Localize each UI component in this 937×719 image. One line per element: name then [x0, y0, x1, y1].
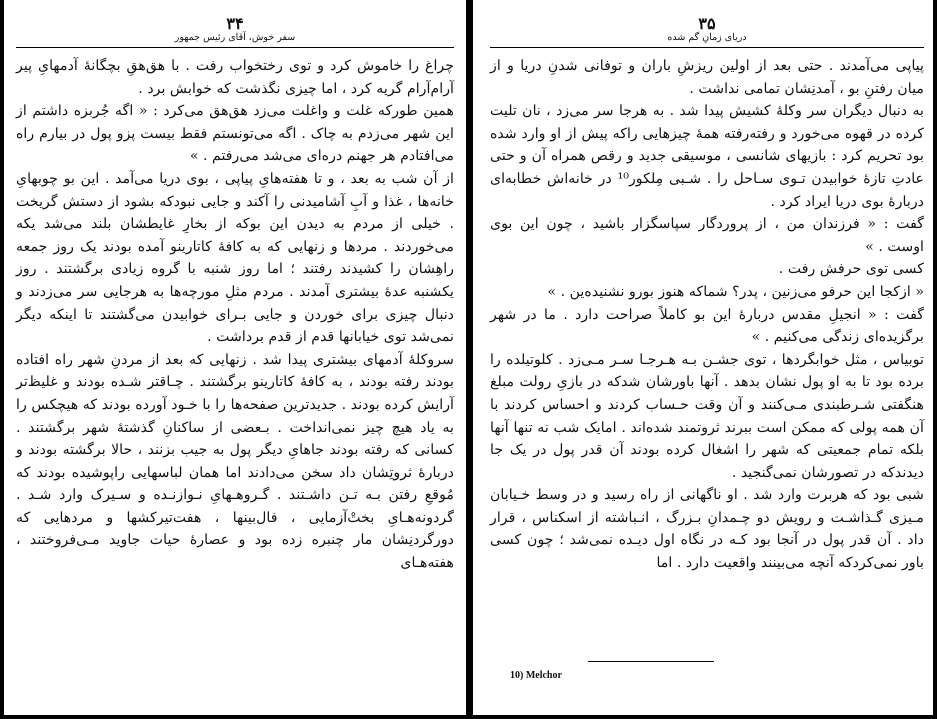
paragraph: پیاپی می‌آمدند . حتی بعد از اولین ریزشِ باران و توفانی شدنِ دریا و از میان رفتنِ بو ، آمدنِشان تمامی نداشت . [490, 58, 924, 97]
running-title: سفر خوش، آقای رئیس جمهور [174, 32, 296, 43]
page-number: ۳۵ [698, 14, 716, 33]
footnote-rule [588, 661, 714, 662]
paragraph: « ازکجا این حرفو می‌زنین ، پدر؟ شماکه هنوز بورو نشنیده‌ین . » [547, 283, 924, 300]
running-title: دریای زمانِ گم شده [667, 32, 747, 43]
right-page [490, 0, 924, 715]
book-spine [466, 0, 473, 719]
paragraph: گفت : « فرزندان من ، از پروردگار سپاسگزار باشید ، چون این بوی اوست . » [490, 216, 924, 255]
header-rule [490, 47, 924, 48]
paragraph: به دنبال دیگران سر وکلهٔ کشیش پیدا شد . به هرجا سر می‌زد ، نان تلیت کرده در قهوه می‌خورد و رفته‌رفته همهٔ چیزهایی راکه پیش از او وارد شده بود تحریم کرد : بازیهای شانسی ، موسیقی جدید و رقص همراه آن و حتی عادتِ تازهٔ خوابیدن تـوی سـاحل را . شـبی مِلکور¹⁰ در خانه‌اش خطابه‌ای دربارهٔ بوی دریا ایراد کرد . [490, 103, 924, 210]
paragraph: توبیاس ، مثل خوابگردها ، توی جشـن بـه هـرجـا سـر مـی‌زد . کلوتیلده را برده بود تا به او پول نشان بدهد . آنها باورشان شدکه در بازیِ رولت مبلغ هنگفتی شـرطبندی مـی‌کنند و آن وقت حـساب کردند و احساس کردند با آن همه پولی که ممکن است ببرند ثروتمند شده‌اند . امایک شب نه تنها آنها بلکه تمام جمعیتی که شهر را اشغال کرده بودند آن قدر پول در یک جا دیدندکه در تصورشان نمی‌گنجید . [490, 351, 924, 481]
paragraph: سروکلهٔ آدمهای بیشتری پیدا شد . زنهایی که بعد از مردنِ شهر راه افتاده بودند رفته بودند ، به کافهٔ کاتارینو برگشتند . چـاقتر شـده بودند و غلیظ‌تر آرایش کرده بودند . جدیدترین صفحه‌ها را با خـود آورده بودند که هیچکس را به یاد هیچ چیز نمی‌انداخت . بـعضی از ساکنانِ گذشتهٔ شهر برگشتند . کسانی که رفته بودند جاهایِ دیگر پول به جیب بزنند ، حالا برگشته بودند و دربارهٔ ثروتِشان داد سخن می‌دادند اما همان لباسهایی راپوشیده بودند که مُوقعِ رفتن بـه تـن داشـتند . گـروهـهایِ نـوازنـده و سـیرک وارد شـد . گردونه‌هـایِ بختْ‌آزمایی ، فال‌بینها ، هفت‌تیرکشها و مردهایی که دورگردنِشان مار چنبره زده بود و عصارهٔ حیات جاوید مـی‌فروختند ، هفته‌هـای [16, 351, 454, 572]
left-border [0, 0, 4, 719]
footnote: 10) Melchor [510, 670, 562, 681]
right-border [933, 0, 937, 719]
page-body [490, 55, 924, 575]
paragraph: همین طورکه غلت و واغلت می‌زد هق‌هق می‌کرد : « اگه جُربزه داشتم از این شهر می‌زدم به چاک . اگه می‌تونستم فقط بیست پزو پول در بیارم راه می‌افتادم هر جهنم دره‌ای می‌شد می‌رفتم . » [16, 103, 454, 165]
paragraph: شبی بود که هربرت وارد شد . او ناگهانی از راه رسید و در وسط خـیابان مـیزی گـذاشـت و رویش دو چـمدانِ بـزرگ ، انـباشته از اسکناس ، قرار داد . آن قدر پول در آنجا بود کـه در نگاه اول دیـده نمی‌شد ؛ چون کسی باور نمی‌کردکه آنچه می‌بینند واقعیت دارد . اما [490, 487, 924, 572]
header-rule [16, 47, 454, 48]
paragraph: چراغ را خاموش کرد و توی رختخواب رفت . با هق‌هقِ بچگانهٔ آدمهایِ پیر آرام‌آرام گریه کرد ، اما چیزی نگذشت که خوابش برد . [16, 58, 454, 97]
page-body [16, 55, 454, 575]
left-page [16, 0, 454, 715]
page-number: ۳۴ [226, 14, 244, 33]
paragraph: گفت : « انجیلِ مقدس دربارهٔ این بو کاملاً صراحت دارد . ما در شهر برگزیده‌ای زندگی می‌کنیم . » [490, 306, 924, 346]
paragraph: کسی توی حرفش رفت . [778, 261, 924, 278]
paragraph: از آن شب به بعد ، و تا هفته‌هایِ پیاپی ، بوی دریا می‌آمد . این بو چوبهایِ خانه‌ها ، غذا و آبِ آشامیدنی را آکند و جایی نبودکه بشود از دستش گریخت . خیلی از مردم به دیدن این بوکه از بخارِ غایطشان بلند می‌شد یکه می‌خوردند . مردها و زنهایی که به کافهٔ کاتارینو آمده بودند یک روز جمعه راهِشان را کشیدند رفتند ؛ اما روز شنبه با گروه زیادی برگشتند . روز یکشنبه عدهٔ بیشتری آمدند . مردم مثلِ مورچه‌ها به هرجایی سر می‌زدند و دنبال چیزی برای خوردن و جایی بـرای خوابیدن می‌گشتند تا اینکه دیگر نمی‌شد توی خیابانها قدم از قدم برداشت . [16, 170, 454, 346]
